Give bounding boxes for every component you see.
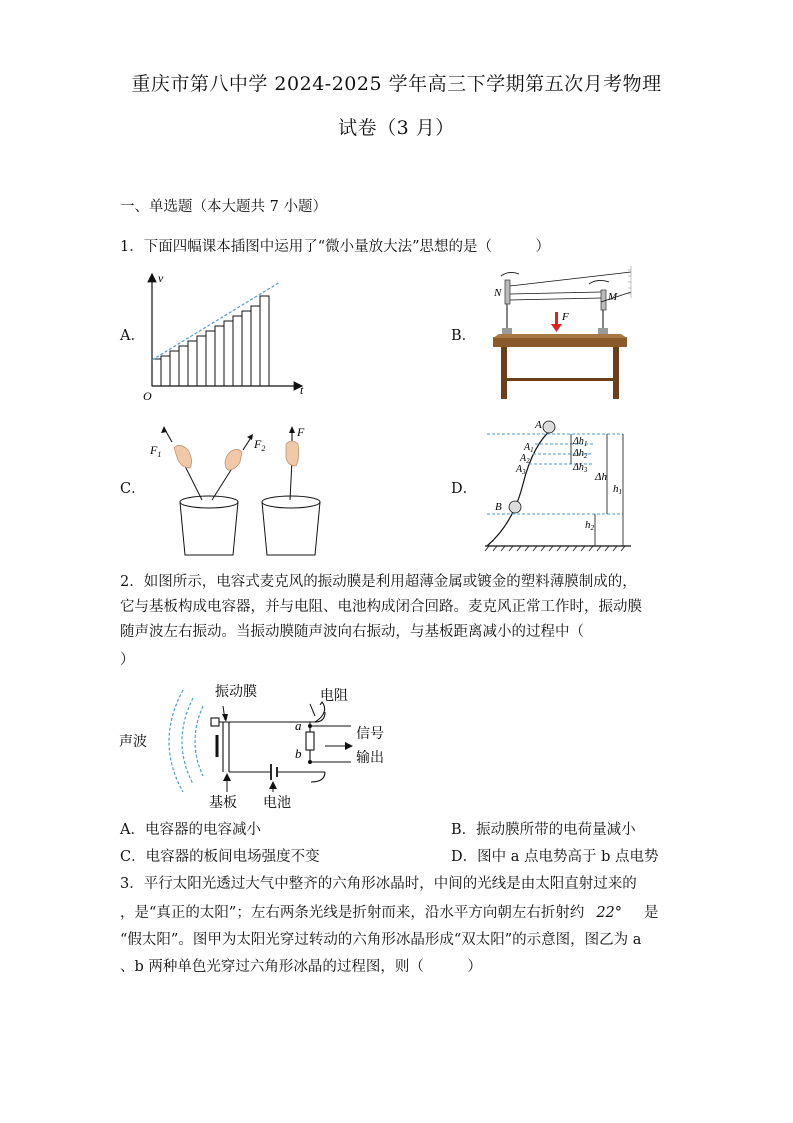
- q3-line-2-end: 是: [644, 905, 659, 921]
- q1-option-a-label: A．: [120, 328, 145, 344]
- fig-d-h1-label: h1: [613, 483, 622, 496]
- q2-fig-resistor-label: 电阻: [320, 689, 348, 704]
- figure-b-mirror-table: [485, 262, 635, 404]
- fig-d-a3-label: $A_3$: [516, 464, 526, 476]
- fig-d-dh-label: Δh: [595, 471, 607, 483]
- q2-fig-battery-label: 电池: [263, 796, 291, 811]
- fig-b-n-label: N: [494, 287, 502, 299]
- fig-d-dh2-label: $\Delta h_2$: [573, 448, 588, 460]
- q3-line-2-text: ，是“真正的太阳”；左右两条光线是折射而来，沿水平方向朝左右折射约: [120, 905, 585, 921]
- fig-d-a2-label: $A_2$: [520, 453, 530, 465]
- q1-option-b-label: B．: [451, 328, 477, 344]
- fig-d-b-label: B: [495, 501, 502, 513]
- q3-angle: 22°: [596, 905, 623, 921]
- q3-line-2: [120, 904, 659, 922]
- fig-c-f1-label: $F_1$: [150, 443, 162, 459]
- section-heading: 一、单选题（本大题共 7 小题）: [120, 199, 327, 215]
- q2-fig-signal-label-2: 输出: [356, 751, 384, 766]
- q2-fig-sound-label: 声波: [119, 735, 147, 750]
- q2-option-a: A．电容器的电容减小: [120, 822, 261, 838]
- page-title-line2: 试卷（3 月）: [338, 117, 455, 139]
- q2-fig-a-label: a: [295, 718, 302, 733]
- q2-option-c: C．电容器的板间电场强度不变: [120, 849, 320, 865]
- fig-c-f2-label: $F_2$: [254, 437, 266, 453]
- figure-c-hands-cups: [150, 420, 330, 560]
- fig-a-t-label: t: [300, 383, 304, 397]
- q2-fig-b-label: b: [295, 746, 302, 761]
- fig-b-f-label: F: [562, 311, 569, 323]
- q2-line-4: ）: [120, 652, 135, 668]
- q2-fig-signal-label-1: 信号: [356, 727, 384, 742]
- figure-a-vt-graph: [140, 268, 310, 403]
- q2-line-2: 它与基板构成电容器，并与电阻、电池构成闭合回路。麦克风正常工作时，振动膜: [120, 599, 642, 615]
- fig-b-m-label: M: [608, 291, 618, 303]
- q2-line-3: 随声波左右振动。当振动膜随声波向右振动，与基板距离减小的过程中（: [120, 624, 584, 640]
- fig-d-h2-label: h2: [585, 519, 594, 532]
- fig-d-a1-label: $A_1$: [524, 442, 534, 454]
- fig-d-dh3-label: $\Delta h_3$: [573, 462, 588, 474]
- q3-line-4: 、b 两种单色光穿过六角形冰晶的过程图，则（ ）: [120, 959, 482, 975]
- fig-a-origin-label: O: [143, 389, 152, 403]
- figure-d-slope-heights: [483, 414, 633, 554]
- fig-d-a-label: A: [535, 419, 542, 431]
- fig-d-dh1-label: $\Delta h_1$: [573, 436, 588, 448]
- q1-option-c-label: C．: [120, 481, 146, 497]
- fig-c-f-label: F: [297, 425, 305, 439]
- q1-option-d-label: D．: [451, 481, 478, 497]
- fig-a-v-label: v: [158, 271, 164, 285]
- q3-line-1: 3．平行太阳光透过大气中整齐的六角形冰晶时，中间的光线是由太阳直射过来的: [120, 876, 637, 892]
- q2-option-b: B．振动膜所带的电荷量减小: [451, 822, 636, 838]
- page-title: 重庆市第八中学 2024-2025 学年高三下学期第五次月考物理: [131, 73, 662, 95]
- q2-option-d: D．图中 a 点电势高于 b 点电势: [451, 849, 659, 865]
- q2-fig-membrane-label: 振动膜: [215, 685, 257, 700]
- q3-line-3: “假太阳”。图甲为太阳光穿过转动的六角形冰晶形成“双太阳”的示意图，图乙为 a: [120, 932, 642, 948]
- q2-line-1: 2．如图所示，电容式麦克风的振动膜是利用超薄金属或镀金的塑料薄膜制成的，: [120, 574, 637, 590]
- q1-stem: 1．下面四幅课本插图中运用了“微小量放大法”思想的是（ ）: [120, 239, 551, 255]
- q2-fig-plate-label: 基板: [209, 796, 237, 811]
- figure-q2-microphone-circuit: [115, 680, 405, 815]
